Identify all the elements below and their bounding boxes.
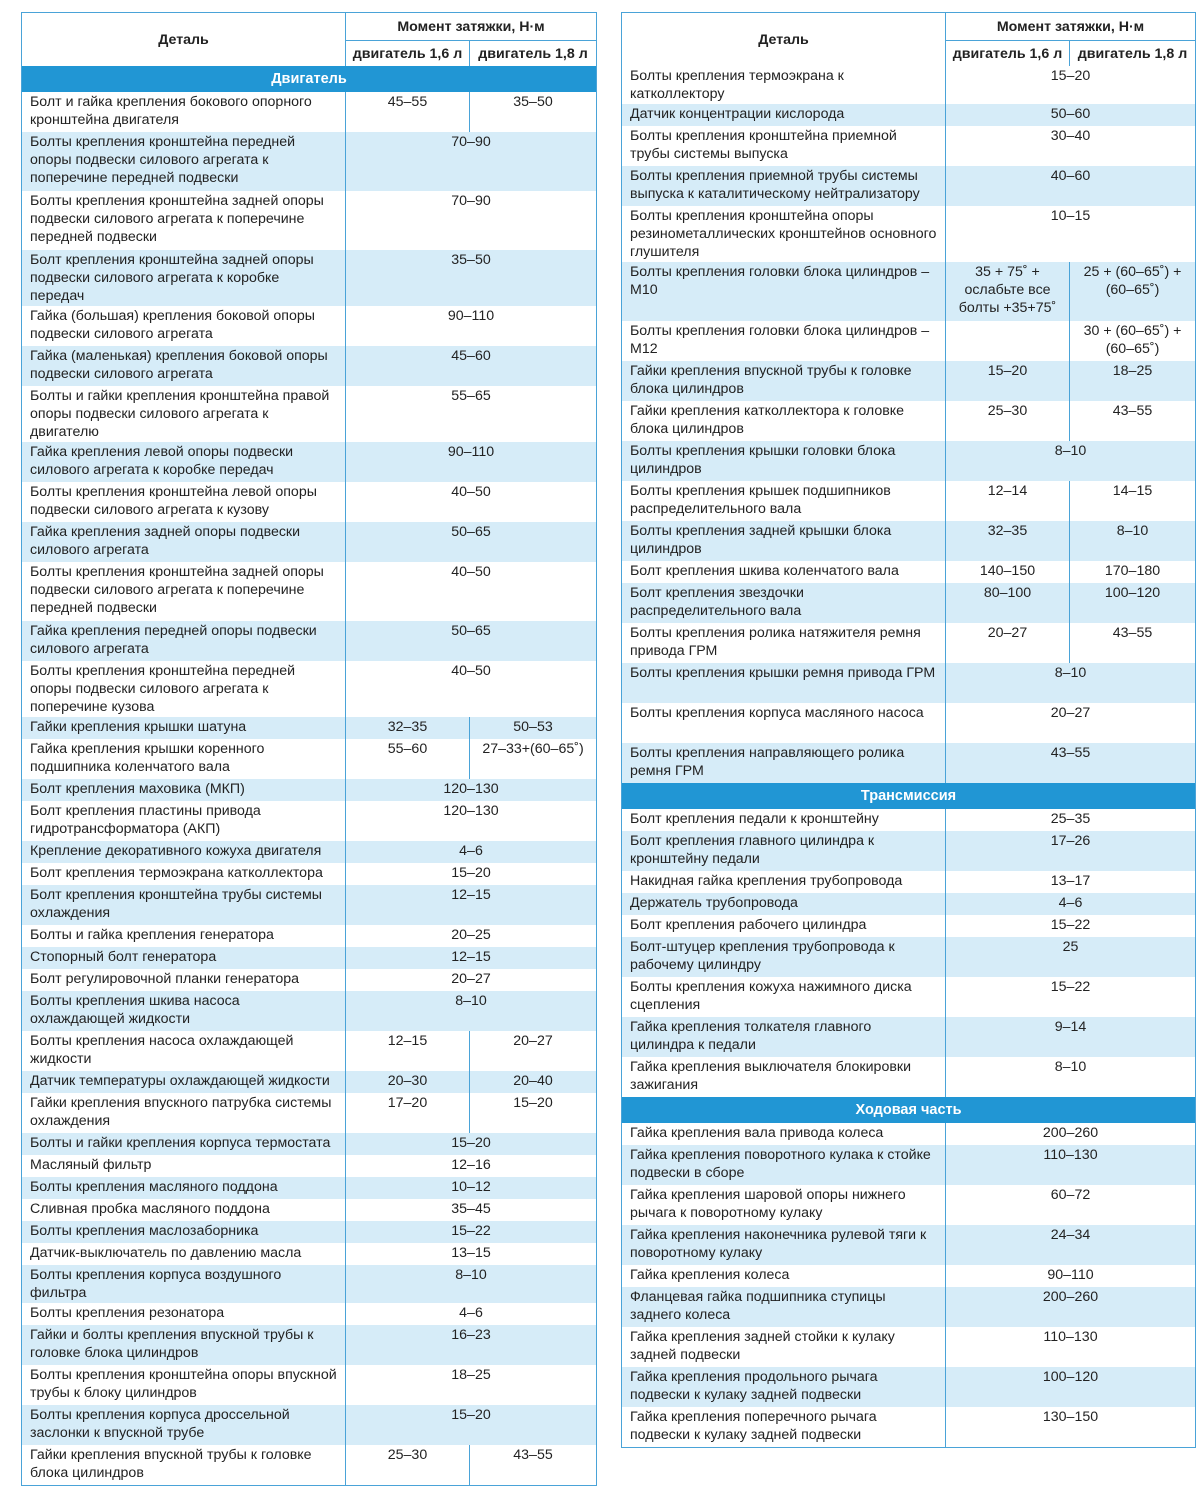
torque-value-1-8: 15–20 [513,1095,553,1111]
torque-value: 25–35 [1050,811,1091,827]
torque-value: 15–22 [1050,979,1091,995]
part-label: Болты крепления корпуса дроссельной заслонки к впускной трубе [22,1405,346,1445]
torque-value: 8–10 [946,441,1196,481]
part-label: Болты крепления термоэкрана к катколлектору [622,66,946,104]
part-label: Болты крепления насоса охлаждающей жидкости [22,1031,346,1071]
table-row [22,92,597,132]
torque-value: 40–50 [451,663,491,679]
part-label: Болты крепления крышки головки блока цилиндров [622,441,946,481]
torque-value: 30–40 [1050,128,1091,144]
torque-value-1-6: 15–20 [946,361,1070,401]
torque-value-1-8: 35–50 [513,94,553,110]
part-label: Датчик температуры охлаждающей жидкости [22,1071,346,1093]
table-row [622,441,1196,481]
header-detail: Деталь [622,13,946,67]
table-row [622,703,1196,743]
section-title: Ходовая часть [622,1097,1196,1123]
torque-value: 40–60 [946,166,1196,206]
torque-value-1-8: 170–180 [1104,563,1161,579]
torque-value-1-8: 20–40 [470,1071,597,1093]
part-label: Гайка крепления поперечного рычага подвески к кулаку задней подвески [622,1407,946,1448]
torque-value-1-6: 12–15 [346,1031,470,1071]
table-row [622,401,1196,441]
part-label: Болты и гайка крепления генератора [22,925,346,947]
table-row [622,1287,1196,1327]
torque-value-1-8: 100–120 [1070,583,1196,623]
table-row [622,623,1196,663]
torque-value: 12–15 [346,947,597,969]
table-row [22,885,597,925]
part-label: Болты крепления крышек подшипников распределительного вала [622,481,946,521]
table-row [22,1243,597,1265]
torque-value-1-6: 12–14 [946,481,1070,521]
part-label: Гайка крепления поворотного кулака к стойке подвески в сборе [622,1145,946,1185]
torque-value-1-6: 80–100 [946,583,1070,623]
table-row [22,1221,597,1243]
table-row [22,739,597,779]
table-row [622,915,1196,937]
table-row [22,991,597,1031]
part-label: Гайка крепления продольного рычага подвески к кулаку задней подвески [622,1367,946,1407]
header-detail: Деталь [22,13,346,67]
part-label: Гайки крепления катколлектора к головке блока цилиндров [622,401,946,441]
table-row [22,442,597,482]
table-row [622,743,1196,783]
torque-value: 110–130 [946,1145,1196,1185]
table-row [22,522,597,562]
table-row [622,583,1196,623]
header-engine-1-6: двигатель 1,6 л [946,41,1070,67]
part-label: Гайка крепления левой опоры подвески силового агрегата к коробке передач [22,442,346,482]
torque-value: 200–260 [946,1287,1196,1327]
part-label: Болты и гайки крепления кронштейна правой опоры подвески силового агрегата к двигателю [22,386,346,442]
torque-value: 35–50 [346,250,597,306]
part-label: Болт-штуцер крепления трубопровода к рабочему цилиндру [622,937,946,977]
torque-value: 15–20 [1050,68,1091,84]
table-row [622,663,1196,703]
part-label: Болт крепления шкива коленчатого вала [622,561,946,583]
table-row [22,1445,597,1486]
section-header [622,1097,1196,1123]
part-label: Болты крепления корпуса масляного насоса [622,703,946,743]
table-row [622,1123,1196,1145]
part-label: Болты крепления крышки ремня привода ГРМ [622,663,946,703]
torque-value: 20–27 [451,971,491,987]
torque-value: 70–90 [451,193,491,209]
part-label: Болты крепления кронштейна приемной трубы системы выпуска [622,126,946,166]
table-row [22,801,597,841]
part-label: Болты крепления кронштейна левой опоры подвески силового агрегата к кузову [22,482,346,522]
torque-value: 15–20 [451,865,491,881]
torque-value: 40–50 [451,564,491,580]
table-row [22,779,597,801]
torque-value-1-6 [946,321,1070,361]
part-label: Болты крепления приемной трубы системы выпуска к каталитическому нейтрализатору [622,166,946,206]
torque-value-1-8: 27–33+(60–65˚) [482,741,584,757]
torque-value: 120–130 [443,803,499,819]
part-label: Болт крепления звездочки распределительного вала [622,583,946,623]
part-label: Болты крепления кожуха нажимного диска сцепления [622,977,946,1017]
torque-value-1-6: 32–35 [946,521,1070,561]
torque-value-1-6: 45–55 [346,92,470,132]
part-label: Гайки крепления впускной трубы к головке блока цилиндров [622,361,946,401]
torque-table-right [621,12,1196,1448]
torque-value: 40–50 [451,484,491,500]
table-row [22,562,597,621]
torque-value: 90–110 [447,308,495,324]
torque-value-1-8: 20–27 [513,1033,553,1049]
torque-value-1-6: 55–60 [346,739,470,779]
table-row [22,717,597,739]
part-label: Болты крепления кронштейна передней опоры подвески силового агрегата к поперечине кузова [22,661,346,717]
torque-value-1-6: 35 + 75˚ + ослабьте все болты +35+75˚ [946,262,1070,321]
part-label: Болты крепления шкива насоса охлаждающей жидкости [22,991,346,1031]
torque-value-1-8: 18–25 [1070,361,1196,401]
part-label: Фланцевая гайка подшипника ступицы заднего колеса [622,1287,946,1327]
header-moment: Момент затяжки, Н·м [946,13,1196,41]
table-row [22,306,597,346]
part-label: Болт крепления кронштейна задней опоры подвески силового агрегата к коробке передач [22,250,346,306]
table-row [22,1031,597,1071]
part-label: Болт крепления маховика (МКП) [22,779,346,801]
torque-value: 90–110 [346,442,597,482]
torque-value-1-6: 25–30 [946,401,1070,441]
table-row [22,1303,597,1325]
torque-value: 17–26 [946,831,1196,871]
torque-table-left [21,12,597,1486]
part-label: Стопорный болт генератора [22,947,346,969]
torque-value-1-8: 25 + (60–65˚) + (60–65˚) [1070,262,1196,321]
torque-value-1-6: 17–20 [346,1093,470,1133]
part-label: Болты крепления резонатора [22,1303,346,1325]
table-row [622,206,1196,262]
torque-value-1-8: 50–53 [470,717,597,739]
part-label: Болты крепления корпуса воздушного фильтра [22,1265,346,1303]
torque-value: 20–27 [1050,705,1091,721]
torque-value: 35–45 [451,1201,491,1217]
part-label: Накидная гайка крепления трубопровода [622,871,946,893]
table-row [622,1407,1196,1448]
table-row [622,1225,1196,1265]
part-label: Болты крепления кронштейна опоры впускной трубы к блоку цилиндров [22,1365,346,1405]
torque-value: 110–130 [1043,1329,1098,1345]
table-row [22,191,597,250]
torque-value-1-8: 43–55 [1112,625,1153,641]
table-row [22,1177,597,1199]
torque-value: 10–15 [1050,208,1091,224]
torque-value: 120–130 [346,779,597,801]
table-row [622,977,1196,1017]
table-row [622,809,1196,831]
part-label: Болт крепления рабочего цилиндра [622,915,946,937]
table-row [622,1145,1196,1185]
table-row [622,66,1196,104]
table-row [22,1071,597,1093]
part-label: Гайка крепления передней опоры подвески силового агрегата [22,621,346,661]
part-label: Гайки крепления впускной трубы к головке блока цилиндров [22,1445,346,1486]
part-label: Болт и гайка крепления бокового опорного кронштейна двигателя [22,92,346,132]
part-label: Гайка крепления задней стойки к кулаку задней подвески [622,1327,946,1367]
torque-value: 45–60 [346,346,597,386]
table-row [622,1185,1196,1225]
torque-value: 13–15 [451,1245,491,1261]
part-label: Болты крепления кронштейна передней опоры подвески силового агрегата к поперечине передней подвески [22,132,346,191]
part-label: Гайка крепления толкателя главного цилиндра к педали [622,1017,946,1057]
table-row [22,863,597,885]
table-row [22,841,597,863]
torque-value: 50–65 [346,522,597,562]
table-row [22,1133,597,1155]
table-row [622,561,1196,583]
torque-value: 4–6 [459,1305,483,1321]
part-label: Держатель трубопровода [622,893,946,915]
torque-value: 55–65 [451,388,491,404]
torque-value: 15–22 [346,1221,597,1243]
torque-value-1-8: 30 + (60–65˚) + (60–65˚) [1083,323,1182,357]
table-row [622,871,1196,893]
table-row [22,1199,597,1221]
part-label: Болты крепления масляного поддона [22,1177,346,1199]
torque-value: 12–16 [451,1157,491,1173]
torque-value-1-6: 140–150 [946,561,1070,583]
part-label: Болты крепления головки блока цилиндров – М12 [622,321,946,361]
part-label: Болт крепления термоэкрана катколлектора [22,863,346,885]
section-title: Трансмиссия [622,783,1196,809]
part-label: Гайка крепления выключателя блокировки зажигания [622,1057,946,1097]
torque-value: 90–110 [1047,1267,1094,1283]
table-row [22,386,597,442]
torque-value-1-8: 43–55 [1112,403,1153,419]
part-label: Крепление декоративного кожуха двигателя [22,841,346,863]
table-row [622,361,1196,401]
table-row [622,481,1196,521]
torque-value-1-6: 20–30 [346,1071,470,1093]
torque-value: 8–10 [346,1265,597,1303]
table-row [622,166,1196,206]
torque-value: 16–23 [346,1325,597,1365]
part-label: Болты крепления головки блока цилиндров – М10 [622,262,946,321]
part-label: Гайка крепления задней опоры подвески силового агрегата [22,522,346,562]
table-row [622,104,1196,126]
part-label: Гайки крепления впускного патрубка системы охлаждения [22,1093,346,1133]
torque-value: 15–20 [346,1405,597,1445]
table-row [622,893,1196,915]
torque-value-1-6: 32–35 [346,717,470,739]
torque-value: 4–6 [346,841,597,863]
torque-value: 12–15 [346,885,597,925]
torque-value-1-6: 20–27 [946,623,1070,663]
table-row [622,1327,1196,1367]
section-title: Двигатель [22,66,597,92]
table-row [22,1365,597,1405]
part-label: Болт регулировочной планки генератора [22,969,346,991]
part-label: Датчик-выключатель по давлению масла [22,1243,346,1265]
table-row [22,1093,597,1133]
torque-value-1-8: 8–10 [1070,521,1196,561]
table-row [622,521,1196,561]
torque-value: 50–60 [946,104,1196,126]
torque-value: 15–20 [346,1133,597,1155]
part-label: Масляный фильтр [22,1155,346,1177]
torque-value: 18–25 [451,1367,491,1383]
part-label: Болты и гайки крепления корпуса термостата [22,1133,346,1155]
header-engine-1-8: двигатель 1,8 л [470,41,597,67]
table-row [22,346,597,386]
part-label: Датчик концентрации кислорода [622,104,946,126]
torque-value: 8–10 [1054,1059,1087,1075]
torque-value: 200–260 [1042,1125,1099,1141]
table-row [622,1017,1196,1057]
part-label: Болты крепления кронштейна задней опоры подвески силового агрегата к поперечине передней подвески [22,562,346,621]
torque-value: 8–10 [946,663,1196,703]
table-row [22,1325,597,1365]
table-row [622,1265,1196,1287]
torque-value: 4–6 [946,893,1196,915]
part-label: Гайки и болты крепления впускной трубы к головке блока цилиндров [22,1325,346,1365]
part-label: Болт крепления кронштейна трубы системы охлаждения [22,885,346,925]
part-label: Болты крепления маслозаборника [22,1221,346,1243]
header-engine-1-8: двигатель 1,8 л [1070,41,1196,67]
table-row [22,132,597,191]
part-label: Болт крепления педали к кронштейну [622,809,946,831]
torque-value: 60–72 [1050,1187,1091,1203]
torque-value: 8–10 [346,991,597,1031]
torque-value: 25 [946,937,1196,977]
table-row [22,1155,597,1177]
part-label: Болт крепления пластины привода гидротрансформатора (АКП) [22,801,346,841]
table-row [22,621,597,661]
part-label: Гайки крепления крышки шатуна [22,717,346,739]
table-row [22,1405,597,1445]
torque-value: 100–120 [946,1367,1196,1407]
torque-value-1-8: 14–15 [1112,483,1153,499]
table-body-left [22,66,597,1486]
table-body-right [622,66,1196,1448]
part-label: Болты крепления задней крышки блока цилиндров [622,521,946,561]
part-label: Болты крепления ролика натяжителя ремня привода ГРМ [622,623,946,663]
table-row [22,969,597,991]
part-label: Гайка (большая) крепления боковой опоры подвески силового агрегата [22,306,346,346]
torque-value: 15–22 [1050,917,1091,933]
part-label: Гайка крепления колеса [622,1265,946,1287]
table-row [22,661,597,717]
section-header [622,783,1196,809]
torque-value: 13–17 [1050,873,1091,889]
part-label: Сливная пробка масляного поддона [22,1199,346,1221]
part-label: Гайка крепления наконечника рулевой тяги к поворотному кулаку [622,1225,946,1265]
torque-value: 43–55 [946,743,1196,783]
part-label: Гайка (маленькая) крепления боковой опоры подвески силового агрегата [22,346,346,386]
torque-value: 24–34 [946,1225,1196,1265]
header-moment: Момент затяжки, Н·м [346,13,597,41]
table-row [22,250,597,306]
table-row [622,262,1196,321]
torque-value: 50–65 [346,621,597,661]
torque-value: 10–12 [346,1177,597,1199]
torque-value: 9–14 [946,1017,1196,1057]
table-row [22,1265,597,1303]
table-row [622,937,1196,977]
table-row [622,321,1196,361]
table-row [622,1057,1196,1097]
part-label: Гайка крепления вала привода колеса [622,1123,946,1145]
table-row [22,947,597,969]
part-label: Болт крепления главного цилиндра к кронштейну педали [622,831,946,871]
part-label: Болты крепления направляющего ролика ремня ГРМ [622,743,946,783]
table-row [22,925,597,947]
torque-value: 20–25 [451,927,491,943]
table-row [622,126,1196,166]
part-label: Гайка крепления шаровой опоры нижнего рычага к поворотному кулаку [622,1185,946,1225]
torque-value: 130–150 [1042,1409,1099,1425]
section-header [22,66,597,92]
table-row [622,1367,1196,1407]
part-label: Болты крепления кронштейна задней опоры подвески силового агрегата к поперечине передней подвески [22,191,346,250]
part-label: Гайка крепления крышки коренного подшипника коленчатого вала [22,739,346,779]
torque-value-1-8: 43–55 [513,1447,553,1463]
table-row [622,831,1196,871]
part-label: Болты крепления кронштейна опоры резинометаллических кронштейнов основного глушителя [622,206,946,262]
table-row [22,482,597,522]
torque-value-1-6: 25–30 [346,1445,470,1486]
torque-value: 70–90 [346,132,597,191]
header-engine-1-6: двигатель 1,6 л [346,41,470,67]
